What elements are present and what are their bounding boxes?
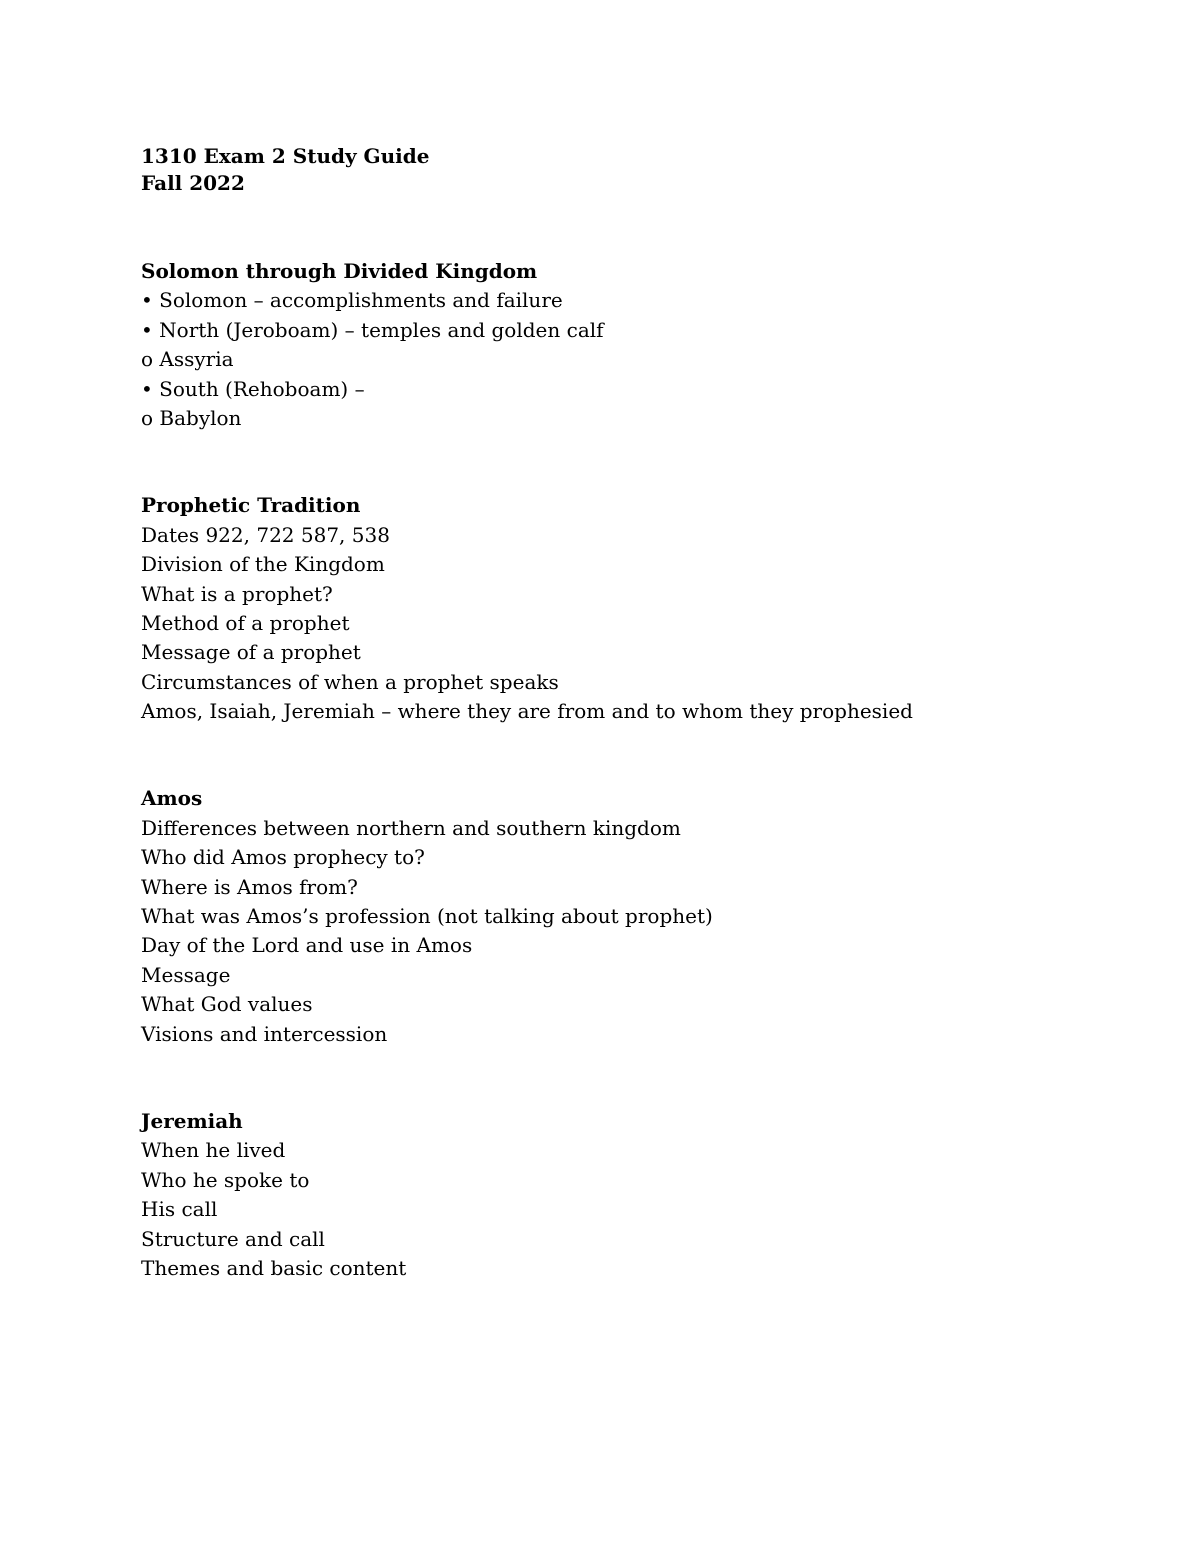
- section-line: Method of a prophet: [141, 610, 350, 635]
- section-heading: Prophetic Tradition: [141, 493, 361, 518]
- section-line: Who he spoke to: [141, 1167, 310, 1192]
- section-line: His call: [141, 1197, 218, 1222]
- section-line: o Assyria: [141, 347, 234, 372]
- section-line: • North (Jeroboam) – temples and golden calf: [141, 317, 604, 342]
- document-title: 1310 Exam 2 Study Guide: [141, 144, 430, 168]
- section-line: Themes and basic content: [141, 1255, 407, 1280]
- section-amos: [141, 784, 1141, 1049]
- section-heading: Solomon through Divided Kingdom: [141, 259, 538, 283]
- spacer: [141, 433, 1141, 491]
- title-block: [141, 143, 1141, 197]
- section-line: When he lived: [141, 1138, 286, 1163]
- section-line: • South (Rehoboam) –: [141, 376, 365, 401]
- section-line: Where is Amos from?: [141, 874, 358, 899]
- section-line: Division of the Kingdom: [141, 552, 385, 577]
- section-line: What was Amos’s profession (not talking about prophet): [141, 904, 713, 929]
- section-line: Differences between northern and southern kingdom: [141, 815, 681, 840]
- section-line: Visions and intercession: [141, 1021, 388, 1046]
- section-line: Dates 922, 722 587, 538: [141, 522, 390, 547]
- spacer: [141, 726, 1141, 784]
- spacer: [141, 1049, 1141, 1107]
- document-body: [141, 143, 1141, 1283]
- section-prophetic-tradition: [141, 491, 1141, 726]
- document-subtitle: Fall 2022: [141, 171, 245, 195]
- section-line: Circumstances of when a prophet speaks: [141, 669, 559, 694]
- section-line: Day of the Lord and use in Amos: [141, 933, 473, 958]
- section-line: Message of a prophet: [141, 640, 361, 665]
- section-solomon: [141, 257, 1141, 433]
- section-jeremiah: [141, 1107, 1141, 1283]
- section-line: Message: [141, 962, 231, 987]
- section-line: What is a prophet?: [141, 581, 333, 606]
- spacer: [141, 197, 1141, 257]
- section-line: • Solomon – accomplishments and failure: [141, 288, 563, 313]
- section-line: Structure and call: [141, 1226, 325, 1251]
- section-line: Who did Amos prophecy to?: [141, 845, 425, 870]
- section-line: o Babylon: [141, 405, 242, 430]
- section-heading: Amos: [141, 786, 203, 811]
- section-line: What God values: [141, 992, 313, 1017]
- section-line: Amos, Isaiah, Jeremiah – where they are from and to whom they prophesied: [141, 699, 913, 724]
- section-heading: Jeremiah: [141, 1108, 243, 1133]
